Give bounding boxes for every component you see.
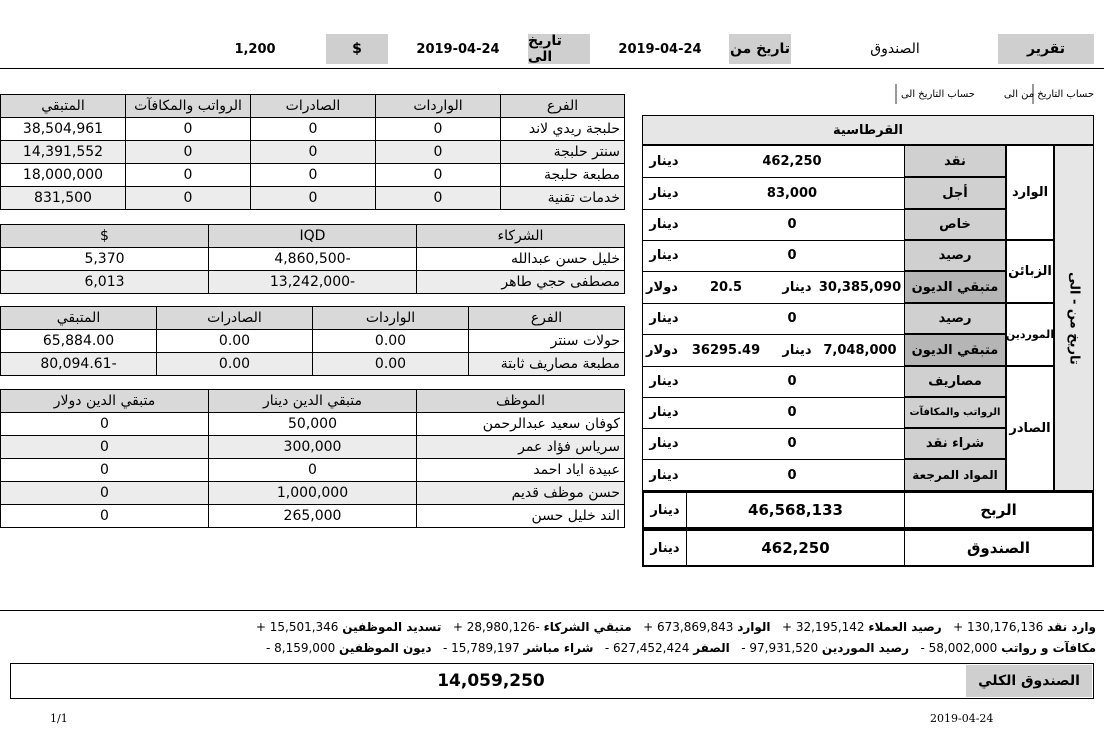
row-supp-debt-dollar-value: 36295.49 [691,342,761,358]
footer-label: رصيد الموردين [821,641,909,655]
row-cash-purchase-value: 0 [787,436,797,451]
filter-range-label: حساب التاريخ من الى [1003,88,1094,100]
footer-line-2 [266,641,1096,655]
employee-debt-dinar: 265,000 [209,505,417,528]
branch-name: حولات سنتر [469,330,625,353]
row-expenses-value: 0 [787,374,797,389]
footer-value: 32,195,142 + [781,620,865,634]
employees-table [0,389,625,528]
employee-debt-dollar: 0 [1,459,209,482]
footer-label: ديون الموظفين [339,641,432,655]
row-expenses-currency: دينار [649,374,679,389]
table-row [1,248,625,271]
footer-value: 15,789,197 - [442,641,520,655]
row-cash-purchase-label: شراء نقد [904,428,1006,459]
branch-outgoing: 0.00 [157,353,313,376]
date-to-label: تاريخ الى [528,34,590,64]
employee-name: سرياس فؤاد عمر [417,436,625,459]
branch-outgoing: 0 [251,118,376,141]
col-outgoing: الصادرات [251,95,376,118]
row-salaries-currency: دينار [649,405,679,420]
branch-outgoing: 0.00 [157,330,313,353]
branch-incoming: 0 [376,187,501,210]
row-returns-label: المواد المرجعة [904,459,1006,491]
row-cash-label: نقد [904,145,1006,177]
row-supp-debt-label: متبقي الديون [904,334,1006,366]
branch-incoming: 0 [376,141,501,164]
profit-value: 46,568,133 [686,493,904,527]
filter-to-option[interactable] [895,84,975,104]
branch-remaining: 14,391,552 [1,141,126,164]
table-row [1,353,625,376]
report-label: تقرير [998,34,1094,64]
table-row [1,330,625,353]
page-number: 1/1 [50,712,68,725]
branch-outgoing: 0 [251,141,376,164]
footer-label: متبقي الشركاء [543,620,632,634]
branch-salaries: 0 [126,118,251,141]
box-total-value: 462,250 [686,531,904,565]
branch-name: حلبجة ريدي لاند [501,118,625,141]
summary-row-divider [642,459,904,460]
col-incoming: الواردات [376,95,501,118]
filter-to-label: حساب التاريخ الى [900,88,975,100]
col-iqd: IQD [209,225,417,248]
branch-remaining: 18,000,000 [1,164,126,187]
table-row [1,271,625,294]
footer-label: رصيد العملاء [868,620,942,634]
group-customers: الزبائن [1006,240,1054,303]
employee-debt-dinar: 50,000 [209,413,417,436]
summary-row-divider [642,334,904,335]
table-row [1,413,625,436]
header-divider [0,68,1104,69]
row-salaries-label: الرواتب والمكافآت [904,397,1006,428]
branch-incoming: 0 [376,164,501,187]
row-special-label: خاص [904,209,1006,240]
branch-remaining: 38,504,961 [1,118,126,141]
col-debt-dinar: متبقي الدين دينار [209,390,417,413]
branches2-table [0,306,625,376]
print-date: 2019-04-24 [930,712,994,725]
grand-total-label: الصندوق الكلي [966,665,1092,697]
employee-name: حسن موظف قديم [417,482,625,505]
footer-value: 130,176,136 + [953,620,1044,634]
row-cash-currency: دينار [649,153,679,169]
branch-salaries: 0 [126,187,251,210]
partner-name: خليل حسن عبدالله [417,248,625,271]
footer-label: تسديد الموظفين [342,620,442,634]
filter-range-option[interactable] [1003,84,1094,104]
footer-value: 627,452,424 - [604,641,690,655]
branch-name: مطبعة حلبجة [501,164,625,187]
row-returns-currency: دينار [649,467,679,483]
branch-salaries: 0 [126,141,251,164]
branch-name: مطبعة مصاريف ثابتة [469,353,625,376]
row-cust-balance-currency: دينار [649,248,679,263]
branch-name: سنتر حلبجة [501,141,625,164]
table-row [1,505,625,528]
footer-value: 8,159,000 - [265,641,336,655]
table-row [1,164,625,187]
profit-label: الربح [904,493,1092,527]
col-remaining: المتبقي [1,95,126,118]
col-salaries: الرواتب والمكافآت [126,95,251,118]
row-special-currency: دينار [649,217,679,232]
profit-currency: دينار [650,502,680,518]
footer-label: مكافآت و رواتب [1001,641,1096,655]
col-branch: الفرع [469,307,625,330]
summary-title: القرطاسية [642,115,1094,145]
employee-debt-dollar: 0 [1,482,209,505]
branch-incoming: 0 [376,118,501,141]
branch-remaining: 831,500 [1,187,126,210]
rate-value: 1,200 [234,41,276,57]
group-suppliers: الموردين [1006,303,1054,366]
footer-label: وارد نقد [1047,620,1096,634]
col-branch: الفرع [501,95,625,118]
branches-table [0,94,625,210]
box-label: الصندوق [870,41,920,57]
partners-table [0,224,625,294]
col-outgoing: الصادرات [157,307,313,330]
branch-outgoing: 0 [251,187,376,210]
group-outgoing: الصادر [1006,366,1054,491]
col-employee: الموظف [417,390,625,413]
row-supp-debt-dinar-currency: دينار [782,342,812,358]
footer-divider [0,610,1104,611]
row-cust-debt-dinar-value: 30,385,090 [818,279,902,295]
summary-row-divider [642,209,904,210]
date-from-value[interactable]: 2019-04-24 [618,41,702,57]
summary-panel [642,115,1094,567]
row-credit-value: 83,000 [766,185,818,201]
footer-value: 15,501,346 + [255,620,339,634]
row-supp-debt-dollar-currency: دولار [646,342,678,358]
row-cash-purchase-currency: دينار [649,436,679,451]
row-returns-value: 0 [787,467,797,483]
currency-label: $ [326,34,388,64]
grand-total-box [10,663,1094,699]
summary-row-divider [642,271,904,272]
footer-label: الوارد [737,620,771,634]
branch-remaining: 65,884.00 [1,330,157,353]
employee-name: الند خليل حسن [417,505,625,528]
employee-name: كوفان سعيد عبدالرحمن [417,413,625,436]
col-usd: $ [1,225,209,248]
summary-row-divider [642,428,904,429]
row-supp-balance-label: رصيد [904,303,1006,334]
summary-row-divider [642,303,904,304]
employee-name: عبيدة اياد احمد [417,459,625,482]
summary-side-label: تاريخ من - الى [1066,271,1082,365]
branch-outgoing: 0 [251,164,376,187]
employee-debt-dinar: 1,000,000 [209,482,417,505]
partner-iqd: -4,860,500 [209,248,417,271]
employee-debt-dollar: 0 [1,413,209,436]
row-cust-debt-dollar-currency: دولار [646,279,678,295]
col-incoming: الواردات [313,307,469,330]
grand-total-value: 14,059,250 [437,671,545,691]
employee-debt-dinar: 0 [209,459,417,482]
branch-incoming: 0.00 [313,330,469,353]
footer-value: 673,869,843 + [643,620,734,634]
row-expenses-label: مصاريف [904,366,1006,397]
table-row [1,141,625,164]
row-supp-balance-currency: دينار [649,311,679,326]
employee-debt-dollar: 0 [1,505,209,528]
partner-name: مصطفى حجي طاهر [417,271,625,294]
table-row [1,118,625,141]
footer-value: 58,002,000 - [920,641,998,655]
row-cust-debt-dollar-value: 20.5 [709,279,743,295]
col-remaining: المتبقي [1,307,157,330]
footer-value: -28,980,126 + [452,620,540,634]
footer-line-1 [256,620,1096,634]
employee-debt-dollar: 0 [1,436,209,459]
table-row [1,482,625,505]
summary-row-divider [642,366,904,367]
row-supp-debt-dinar-value: 7,048,000 [823,342,897,358]
partner-iqd: -13,242,000 [209,271,417,294]
footer-value: 97,931,520 - [741,641,819,655]
box-total-currency: دينار [650,540,680,556]
branch-remaining: -80,094.61 [1,353,157,376]
box-row [642,529,1094,567]
table-row [1,436,625,459]
row-cust-debt-label: متبقي الديون [904,271,1006,303]
row-credit-label: أجل [904,177,1006,209]
row-salaries-value: 0 [787,405,797,420]
group-incoming: الوارد [1006,145,1054,240]
date-from-label: تاريخ من [729,34,791,64]
branch-salaries: 0 [126,164,251,187]
row-special-value: 0 [787,217,797,232]
footer-label: الصفر [693,641,730,655]
profit-row [642,491,1094,529]
date-to-value[interactable]: 2019-04-24 [416,41,500,57]
summary-row-divider [642,397,904,398]
box-total-label: الصندوق [904,531,1092,565]
partner-usd: 6,013 [1,271,209,294]
summary-row-divider [642,177,904,178]
row-cust-balance-value: 0 [787,248,797,263]
row-cust-debt-dinar-currency: دينار [782,279,812,295]
row-supp-balance-value: 0 [787,311,797,326]
col-partner: الشركاء [417,225,625,248]
summary-side-label-cell [1054,145,1094,491]
summary-row-divider [642,240,904,241]
table-row [1,187,625,210]
summary-rows-frame [642,145,904,491]
branch-incoming: 0.00 [313,353,469,376]
employee-debt-dinar: 300,000 [209,436,417,459]
col-debt-dollar: متبقي الدين دولار [1,390,209,413]
partner-usd: 5,370 [1,248,209,271]
row-cash-value: 462,250 [762,153,822,169]
row-cust-balance-label: رصيد [904,240,1006,271]
branch-name: خدمات تقنية [501,187,625,210]
row-credit-currency: دينار [649,185,679,201]
table-row [1,459,625,482]
footer-label: شراء مباشر [523,641,594,655]
